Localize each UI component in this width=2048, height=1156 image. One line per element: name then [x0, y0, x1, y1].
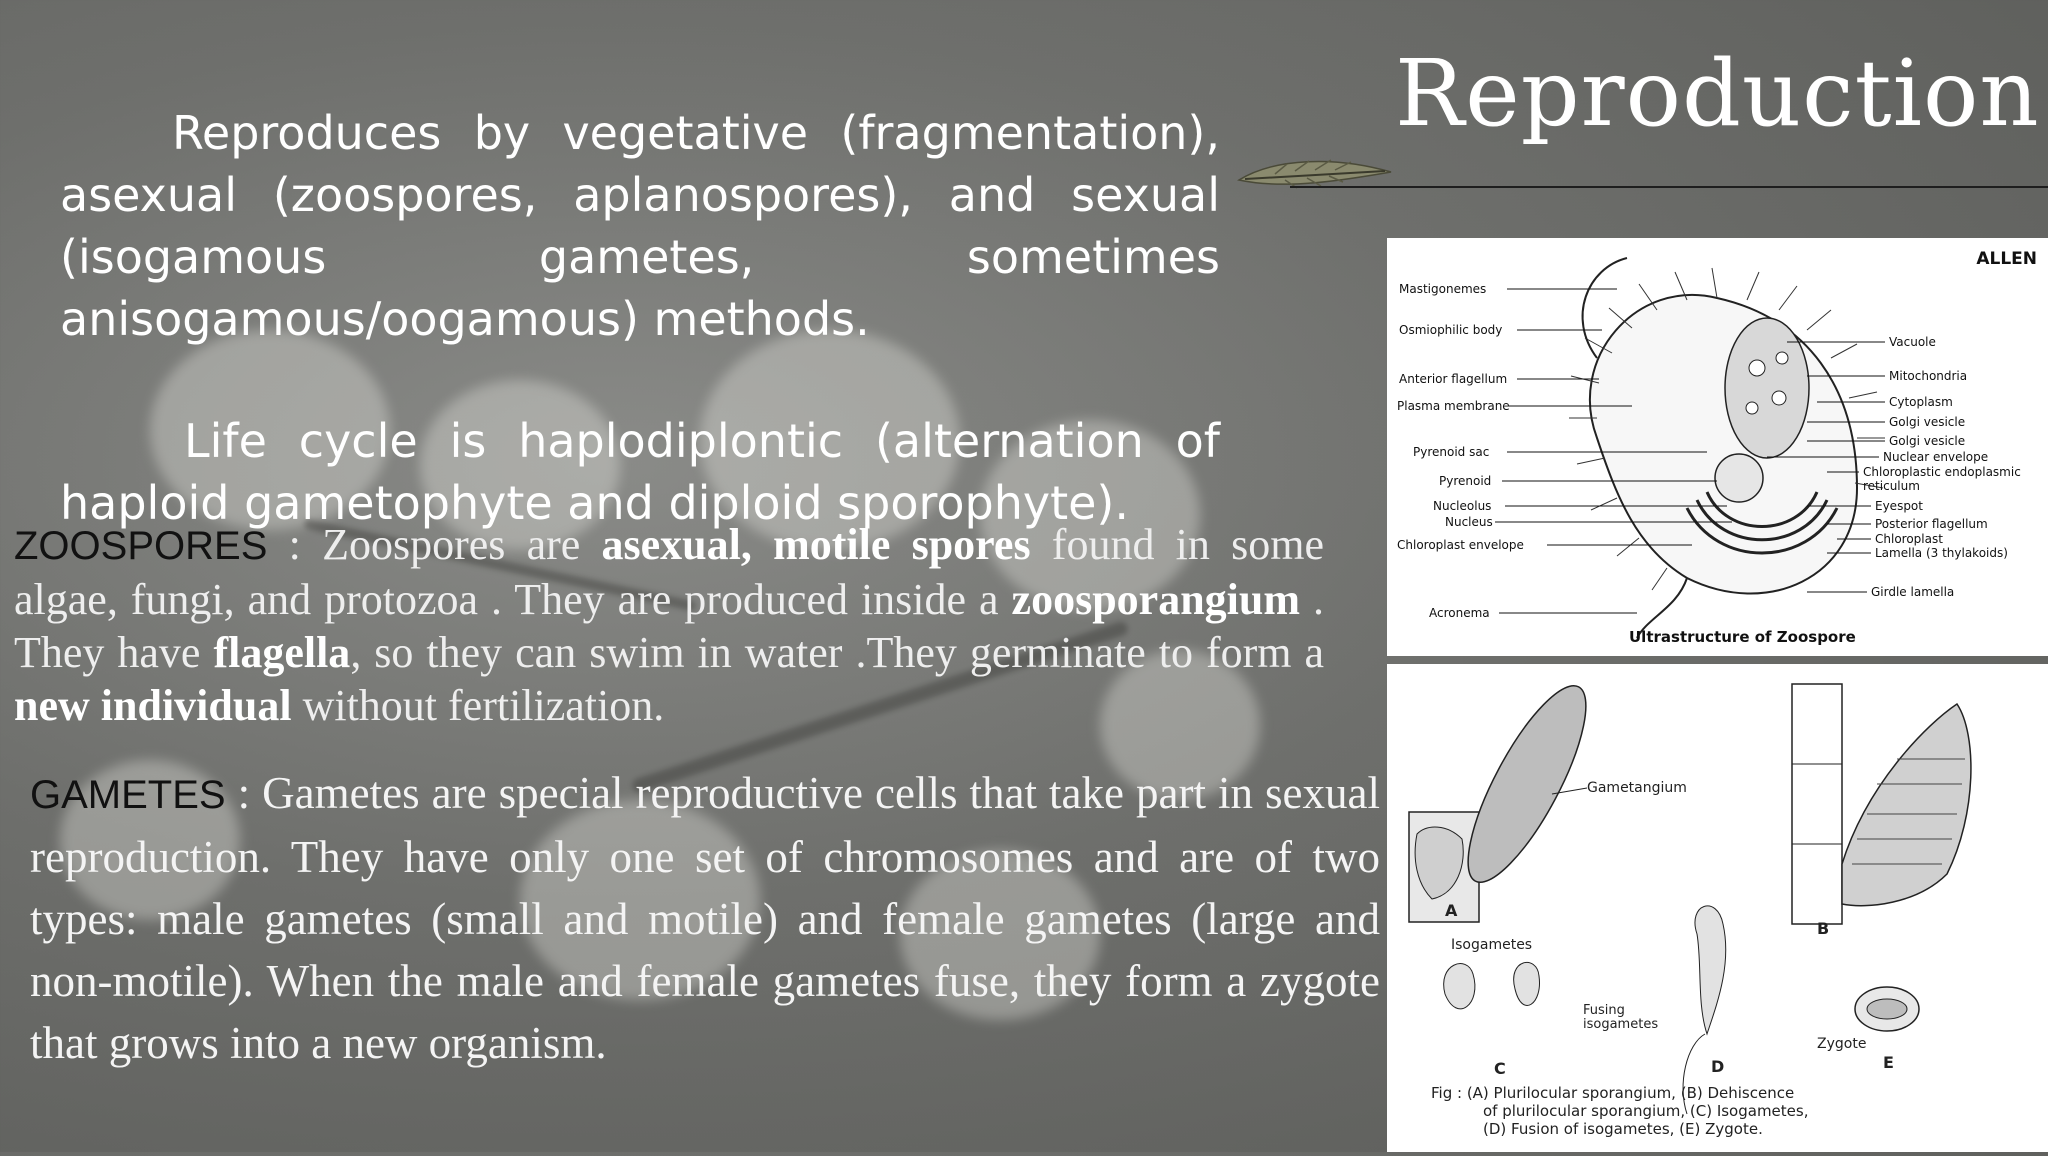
label-zygote: Zygote — [1817, 1036, 1867, 1052]
life-cycle-text: Life cycle is haplodiplontic (alternation of haploid gametophyte and diploid sporophyte). — [60, 414, 1220, 530]
svg-text:Posterior flagellum: Posterior flagellum — [1875, 517, 1988, 531]
svg-text:isogametes: isogametes — [1583, 1017, 1659, 1032]
svg-text:Mastigonemes: Mastigonemes — [1399, 282, 1487, 296]
svg-text:Eyespot: Eyespot — [1875, 499, 1923, 513]
svg-text:of plurilocular sporangium,: of plurilocular sporangium, (C) Isogametes, — [1483, 1102, 1809, 1120]
svg-text:E: E — [1883, 1053, 1894, 1072]
isogamy-caption — [1431, 1084, 1808, 1138]
svg-text:Plasma membrane: Plasma membrane — [1397, 399, 1510, 413]
svg-text:Nucleus: Nucleus — [1445, 515, 1493, 529]
svg-text:Lamella (3 thylakoids): Lamella (3 thylakoids) — [1875, 546, 2008, 560]
reproduction-methods-text: Reproduces by vegetative (fragmentation), asexual (zoospores, aplanospores), and sexual (isogamous gametes, sometimes anisogamous/oogamous) methods. — [60, 106, 1220, 346]
allen-logo: ALLEN — [1976, 249, 2037, 269]
svg-text:Cytoplasm: Cytoplasm — [1889, 395, 1953, 409]
svg-text:Pyrenoid: Pyrenoid — [1439, 474, 1492, 488]
svg-text:Anterior flagellum: Anterior flagellum — [1399, 372, 1508, 386]
gametes-text: Gametes are special reproductive cells that take part in sexual reproduction. They have only one set of chromosomes and are of two types: male gametes (small and motile) and female gametes (large and non-motile). When the male and female gametes fuse, they form a zygote that grows into a new organism. — [30, 768, 1380, 1068]
svg-text:Chloroplast envelope: Chloroplast envelope — [1397, 538, 1524, 552]
svg-text:Nuclear envelope: Nuclear envelope — [1883, 450, 1989, 464]
gametes-label: GAMETES — [30, 773, 226, 817]
svg-text:Golgi vesicle: Golgi vesicle — [1889, 415, 1966, 429]
zoospores-label: ZOOSPORES — [14, 524, 268, 568]
zoospores-highlight-4: new individual — [14, 681, 292, 730]
title-divider — [1290, 186, 2048, 188]
label-isogametes: Isogametes — [1451, 937, 1533, 953]
zoospore-caption: Ultrastructure of Zoospore — [1629, 628, 1856, 646]
slide-title: Reproduction — [1395, 40, 2040, 147]
zoospores-paragraph: ZOOSPORES : Zoospores are asexual, motile spores found in some algae, fungi, and protozoa . They are produced inside a zoosporangium . They have flagella, so they can swim in water .They germinate to form a new individual without fertilization. — [14, 520, 1325, 730]
zoospores-highlight-2: zoosporangium — [1011, 575, 1301, 624]
zoospores-highlight-1: asexual, motile spores — [601, 520, 1031, 569]
label-fusing: Fusing — [1583, 1003, 1625, 1018]
svg-text:Chloroplastic endoplasmic: Chloroplastic endoplasmic — [1863, 465, 2021, 479]
isogamy-figure — [1387, 664, 2048, 1152]
zoospore-ultrastructure-figure — [1387, 238, 2048, 656]
svg-text:reticulum: reticulum — [1863, 479, 1920, 493]
svg-text:A: A — [1445, 901, 1458, 920]
svg-text:Acronema: Acronema — [1429, 606, 1490, 620]
svg-text:Mitochondria: Mitochondria — [1889, 369, 1968, 383]
svg-text:D: D — [1711, 1057, 1725, 1076]
zoospores-highlight-3: flagella — [213, 628, 351, 677]
zoospore-left-labels — [1397, 282, 1524, 620]
svg-text:Golgi vesicle: Golgi vesicle — [1889, 434, 1966, 448]
svg-text:B: B — [1817, 919, 1830, 938]
svg-text:C: C — [1494, 1059, 1506, 1078]
svg-text:Fig : (A) Plurilocular sporang: Fig : (A) Plurilocular sporangium, (B) Dehiscence — [1431, 1084, 1795, 1102]
label-gametangium: Gametangium — [1587, 780, 1687, 796]
svg-text:Nucleolus: Nucleolus — [1433, 499, 1492, 513]
svg-text:Osmiophilic body: Osmiophilic body — [1399, 323, 1503, 337]
svg-text:(D) Fusion of isogametes,: (D) Fusion of isogametes, (E) Zygote. — [1483, 1120, 1763, 1138]
svg-text:Girdle lamella: Girdle lamella — [1871, 585, 1955, 599]
gametes-paragraph: GAMETES : Gametes are special reproductive cells that take part in sexual reproduction. They have only one set of chromosomes and are of two types: male gametes (small and motile) and female gametes (large and non-motile). When the male and female gametes fuse, they form a zygote that grows into a new organism. — [30, 768, 1380, 1068]
feather-icon — [1235, 150, 1395, 198]
svg-text:Vacuole: Vacuole — [1889, 335, 1936, 349]
svg-text:Pyrenoid sac: Pyrenoid sac — [1413, 445, 1490, 459]
svg-text:Chloroplast: Chloroplast — [1875, 532, 1943, 546]
zoospore-right-labels — [1863, 335, 2021, 599]
